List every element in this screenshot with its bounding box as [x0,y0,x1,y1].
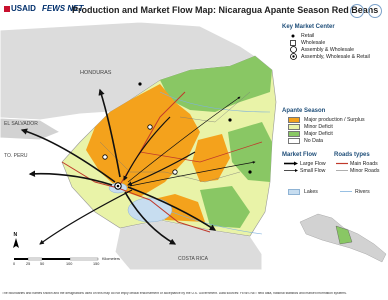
legend-item-assembly-wholesale: Assembly & Wholesale [288,46,386,53]
header-bar [0,0,388,23]
legend-item-surplus: Major production / Surplus [288,116,386,123]
label-to-peru: TO. PERU [4,153,28,159]
legend-roads-title: Roads types [334,152,370,158]
legend-item-major-deficit: Major Deficit [288,130,386,137]
partner-logo-icon [350,4,364,18]
scale-tick: 0 [13,262,16,266]
market-center [138,82,141,85]
svg-text:N: N [13,232,18,238]
scale-tick: 50 [40,262,45,266]
label-el-salvador: EL SALVADOR [4,121,38,127]
flag-icon [4,6,10,12]
legend-item-small-flow: Small Flow [284,167,334,174]
label-costa-rica: COSTA RICA [178,256,208,262]
footnote-text: The boundaries and names shown and the designations used on this map do not imply official endorsement or acceptance by the U.S. Government. Data sources: FEWS NET field data, national statistics and market information systems. [2,292,347,295]
legend-item-main-roads: Main Roads [350,160,378,167]
legend-item-minor-deficit: Minor Deficit [288,123,386,130]
scale-tick: 25 [26,262,31,266]
legend-apante-title: Apante Season [282,108,326,114]
legend-item-assembly-wholesale-retail: Assembly, Wholesale & Retail [288,53,386,60]
legend-item-minor-roads: Minor Roads [350,167,380,174]
market-center [228,118,231,121]
legend-item-rivers: Rivers [355,188,370,195]
partner-seal-icon [368,4,382,18]
lake-nicaragua [128,198,172,222]
legend-panel [282,24,386,195]
market-center [103,155,107,159]
legend-market-title: Key Market Center [282,24,335,30]
legend-item-wholesale: Wholesale [288,39,386,46]
market-center [148,125,152,129]
legend-water [282,188,386,195]
market-center [173,170,177,174]
legend-item-no-data: No Data [288,137,386,144]
label-honduras: HONDURAS [80,70,112,76]
fews-net-logo: FEWS NET [42,4,84,13]
scale-unit: Kilometers [102,257,120,261]
legend-item-large-flow: Large Flow [284,160,334,167]
legend-flow-title: Market Flow [282,152,317,158]
market-center-managua-dot [117,185,120,188]
footer [0,270,388,300]
legend-flow-roads [282,152,386,174]
scale-tick: 100 [66,262,73,266]
legend-item-lakes: Lakes [288,188,334,195]
usaid-logo: USAID [4,4,36,13]
scale-tick: 150 [93,262,100,266]
page-title: Production and Market Flow Map: Nicaragua Apante Season Red Beans [72,5,379,15]
legend-item-retail: Retail [288,32,386,39]
market-center [248,170,251,173]
